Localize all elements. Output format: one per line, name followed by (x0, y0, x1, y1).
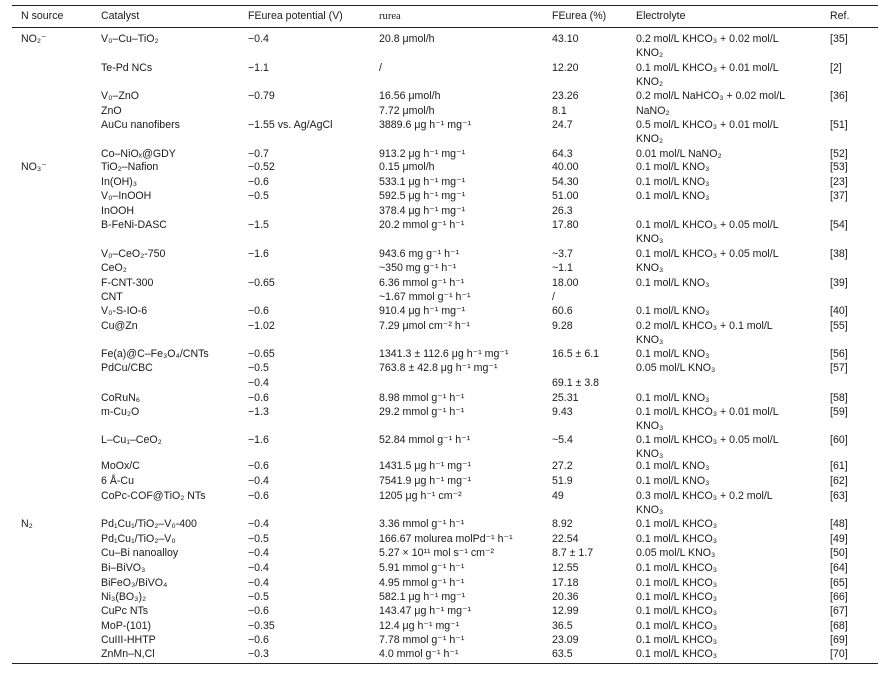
cell-electrolyte: 0.1 mol/L KHCO₃ + 0.01 mol/L (636, 406, 779, 418)
cell-fe: 8.92 (552, 518, 573, 530)
cell-potential: −0.65 (248, 277, 275, 289)
cell-fe: 17.80 (552, 219, 579, 231)
cell-potential: −0.79 (248, 90, 275, 102)
cell-rate: 763.8 ± 42.8 μg h⁻¹ mg⁻¹ (379, 362, 498, 374)
table-row (0, 219, 890, 232)
cell-electrolyte: 0.1 mol/L KHCO₃ (636, 562, 718, 574)
cell-ref: [39] (830, 277, 848, 289)
table-row (0, 277, 890, 290)
cell-potential: −1.1 (248, 62, 269, 74)
cell-rate: 910.4 μg h⁻¹ mg⁻¹ (379, 305, 466, 317)
cell-catalyst: V₀-S-IO-6 (101, 305, 148, 317)
cell-rate: 4.0 mmol g⁻¹ h⁻¹ (379, 648, 459, 660)
cell-ref: [61] (830, 460, 848, 472)
bottom-rule (12, 663, 878, 664)
table-row (0, 634, 890, 647)
cell-catalyst: V₀–InOOH (101, 190, 152, 202)
cell-electrolyte: KNO₃ (636, 262, 664, 274)
table-row (0, 620, 890, 633)
cell-rate: 52.84 mmol g⁻¹ h⁻¹ (379, 434, 471, 446)
cell-catalyst: Bi–BiVO₃ (101, 562, 146, 574)
cell-electrolyte: 0.1 mol/L KHCO₃ (636, 533, 718, 545)
cell-potential: −0.4 (248, 577, 269, 589)
cell-rate: 1431.5 μg h⁻¹ mg⁻¹ (379, 460, 472, 472)
table-row (0, 320, 890, 333)
cell-ref: [64] (830, 562, 848, 574)
cell-fe: 16.5 ± 6.1 (552, 348, 600, 360)
cell-rate: 582.1 μg h⁻¹ mg⁻¹ (379, 591, 466, 603)
cell-fe: 49 (552, 490, 564, 502)
table-row (0, 577, 890, 590)
cell-catalyst: B-FeNi-DASC (101, 219, 167, 231)
cell-electrolyte-continued: KNO₃ (636, 334, 664, 346)
cell-fe: 18.00 (552, 277, 579, 289)
cell-rate: 5.91 mmol g⁻¹ h⁻¹ (379, 562, 465, 574)
cell-potential: −0.4 (248, 562, 269, 574)
cell-rate: 378.4 μg h⁻¹ mg⁻¹ (379, 205, 466, 217)
cell-rate: 166.67 molurea molPd⁻¹ h⁻¹ (379, 533, 513, 545)
cell-electrolyte: 0.05 mol/L KNO₃ (636, 547, 716, 559)
cell-potential: −0.7 (248, 148, 269, 160)
cell-potential: −0.5 (248, 362, 269, 374)
cell-catalyst: F-CNT-300 (101, 277, 154, 289)
cell-ref: [36] (830, 90, 848, 102)
cell-rate: 0.15 μmol/h (379, 161, 435, 173)
cell-potential: −0.4 (248, 518, 269, 530)
cell-electrolyte: 0.1 mol/L KHCO₃ (636, 518, 718, 530)
cell-ref: [48] (830, 518, 848, 530)
header-rule (12, 27, 878, 28)
cell-fe: 27.2 (552, 460, 573, 472)
cell-ref: [60] (830, 434, 848, 446)
cell-rate: 6.36 mmol g⁻¹ h⁻¹ (379, 277, 465, 289)
cell-electrolyte: 0.1 mol/L KNO₃ (636, 161, 710, 173)
cell-rate: 8.98 mmol g⁻¹ h⁻¹ (379, 392, 465, 404)
cell-electrolyte: 0.2 mol/L KHCO₃ + 0.1 mol/L (636, 320, 773, 332)
cell-rate: 143.47 μg h⁻¹ mg⁻¹ (379, 605, 472, 617)
cell-fe: 51.00 (552, 190, 579, 202)
cell-ref: [53] (830, 161, 848, 173)
cell-potential: −0.6 (248, 634, 269, 646)
cell-catalyst: CoRuN₆ (101, 392, 141, 404)
cell-catalyst: TiO₂–Nafion (101, 161, 159, 173)
cell-fe: 26.3 (552, 205, 573, 217)
cell-catalyst: Pd₁Cu₁/TiO₂–V₀ (101, 533, 176, 545)
cell-catalyst: m-Cu₂O (101, 406, 140, 418)
header-n-source: N source (21, 10, 64, 22)
cell-potential: −0.4 (248, 377, 269, 389)
cell-catalyst: V₀–CeO₂-750 (101, 248, 166, 260)
cell-potential: −1.6 (248, 248, 269, 260)
cell-potential: −1.5 (248, 219, 269, 231)
cell-catalyst: InOOH (101, 205, 134, 217)
cell-ref: [23] (830, 176, 848, 188)
table-row (0, 547, 890, 560)
cell-potential: −0.52 (248, 161, 275, 173)
top-rule (12, 5, 878, 6)
cell-fe: 12.55 (552, 562, 579, 574)
cell-fe: 20.36 (552, 591, 579, 603)
table-row (0, 105, 890, 118)
table-row (0, 362, 890, 375)
table-row (0, 490, 890, 503)
table-row (0, 262, 890, 275)
cell-electrolyte: 0.2 mol/L KHCO₃ + 0.02 mol/L (636, 33, 779, 45)
cell-electrolyte: 0.1 mol/L KNO₃ (636, 475, 710, 487)
table-row (0, 377, 890, 390)
cell-potential: −0.6 (248, 460, 269, 472)
cell-potential: −0.4 (248, 547, 269, 559)
cell-ref: [38] (830, 248, 848, 260)
cell-fe: 63.5 (552, 648, 573, 660)
cell-ref: [49] (830, 533, 848, 545)
header-catalyst: Catalyst (101, 10, 140, 22)
cell-catalyst: BiFeO₃/BiVO₄ (101, 577, 168, 589)
cell-ref: [66] (830, 591, 848, 603)
cell-electrolyte: 0.1 mol/L KHCO₃ (636, 620, 718, 632)
cell-electrolyte: 0.3 mol/L KHCO₃ + 0.2 mol/L (636, 490, 773, 502)
cell-catalyst: Ni₃(BO₃)₂ (101, 591, 147, 603)
cell-fe: 8.7 ± 1.7 (552, 547, 594, 559)
cell-fe: 24.7 (552, 119, 573, 131)
cell-catalyst: Co–NiOₓ@GDY (101, 148, 176, 160)
cell-electrolyte: 0.1 mol/L KHCO₃ + 0.05 mol/L (636, 434, 779, 446)
cell-fe: 8.1 (552, 105, 567, 117)
cell-n-source: N₂ (21, 518, 33, 530)
cell-potential: −0.6 (248, 392, 269, 404)
header-potential: FEurea potential (V) (248, 10, 343, 22)
cell-electrolyte: 0.1 mol/L KNO₃ (636, 460, 710, 472)
cell-catalyst: MoOx/C (101, 460, 140, 472)
table-row (0, 591, 890, 604)
cell-catalyst: CoPc-COF@TiO₂ NTs (101, 490, 206, 502)
cell-electrolyte: 0.5 mol/L KHCO₃ + 0.01 mol/L (636, 119, 779, 131)
cell-fe: 43.10 (552, 33, 579, 45)
cell-rate: 12.4 μg h⁻¹ mg⁻¹ (379, 620, 460, 632)
cell-potential: −0.5 (248, 591, 269, 603)
cell-rate: 913.2 μg h⁻¹ mg⁻¹ (379, 148, 466, 160)
cell-fe: 69.1 ± 3.8 (552, 377, 600, 389)
cell-ref: [55] (830, 320, 848, 332)
cell-electrolyte: 0.1 mol/L KHCO₃ (636, 591, 718, 603)
cell-potential: −0.6 (248, 176, 269, 188)
cell-rate: 5.27 × 10¹¹ mol s⁻¹ cm⁻² (379, 547, 495, 559)
cell-electrolyte: 0.1 mol/L KHCO₃ (636, 634, 718, 646)
table-row (0, 291, 890, 304)
cell-fe: 64.3 (552, 148, 573, 160)
cell-potential: −0.6 (248, 490, 269, 502)
cell-electrolyte-continued: KNO₃ (636, 420, 664, 432)
cell-potential: −1.02 (248, 320, 275, 332)
cell-rate: 943.6 mg g⁻¹ h⁻¹ (379, 248, 460, 260)
table-row (0, 119, 890, 132)
cell-fe: 36.5 (552, 620, 573, 632)
cell-rate: 533.1 μg h⁻¹ mg⁻¹ (379, 176, 466, 188)
cell-potential: −0.65 (248, 348, 275, 360)
cell-catalyst: CuPc NTs (101, 605, 149, 617)
cell-ref: [54] (830, 219, 848, 231)
cell-fe: 40.00 (552, 161, 579, 173)
cell-catalyst: CeO₂ (101, 262, 127, 274)
cell-electrolyte: 0.1 mol/L KNO₃ (636, 305, 710, 317)
table-row (0, 533, 890, 546)
cell-potential: −0.4 (248, 33, 269, 45)
cell-ref: [37] (830, 190, 848, 202)
cell-electrolyte: 0.1 mol/L KHCO₃ (636, 648, 718, 660)
cell-catalyst: ZnO (101, 105, 122, 117)
cell-electrolyte: 0.2 mol/L NaHCO₃ + 0.02 mol/L (636, 90, 786, 102)
table-row (0, 434, 890, 447)
cell-ref: [50] (830, 547, 848, 559)
cell-electrolyte-continued: KNO₂ (636, 47, 664, 59)
table-row (0, 406, 890, 419)
table-row (0, 562, 890, 575)
cell-catalyst: Te-Pd NCs (101, 62, 153, 74)
cell-electrolyte: 0.1 mol/L KHCO₃ + 0.01 mol/L (636, 62, 779, 74)
cell-potential: −0.6 (248, 605, 269, 617)
cell-ref: [68] (830, 620, 848, 632)
cell-fe: ~1.1 (552, 262, 573, 274)
cell-n-source: NO₂⁻ (21, 33, 47, 45)
cell-fe: 12.99 (552, 605, 579, 617)
cell-catalyst: V₀–ZnO (101, 90, 139, 102)
cell-rate: 592.5 μg h⁻¹ mg⁻¹ (379, 190, 466, 202)
cell-fe: 12.20 (552, 62, 579, 74)
cell-ref: [70] (830, 648, 848, 660)
table-row (0, 475, 890, 488)
cell-rate: 7.72 μmol/h (379, 105, 435, 117)
cell-electrolyte: 0.1 mol/L KNO₃ (636, 348, 710, 360)
cell-rate: 1341.3 ± 112.6 μg h⁻¹ mg⁻¹ (379, 348, 509, 360)
cell-potential: −1.6 (248, 434, 269, 446)
cell-fe: 22.54 (552, 533, 579, 545)
cell-fe: 54.30 (552, 176, 579, 188)
cell-ref: [51] (830, 119, 848, 131)
cell-potential: −0.3 (248, 648, 269, 660)
cell-rate: 4.95 mmol g⁻¹ h⁻¹ (379, 577, 465, 589)
cell-fe: / (552, 291, 555, 303)
cell-electrolyte-continued: KNO₃ (636, 233, 664, 245)
cell-catalyst: CNT (101, 291, 123, 303)
table-row (0, 190, 890, 203)
cell-potential: −0.5 (248, 190, 269, 202)
cell-ref: [69] (830, 634, 848, 646)
cell-potential: −1.3 (248, 406, 269, 418)
cell-electrolyte-continued: KNO₂ (636, 76, 664, 88)
cell-electrolyte: 0.1 mol/L KHCO₃ + 0.05 mol/L (636, 219, 779, 231)
cell-ref: [65] (830, 577, 848, 589)
table-row (0, 248, 890, 261)
cell-fe: 9.43 (552, 406, 573, 418)
cell-catalyst: Fe(a)@C–Fe₃O₄/CNTs (101, 348, 209, 360)
table-row (0, 161, 890, 174)
cell-rate: 7.29 μmol cm⁻² h⁻¹ (379, 320, 470, 332)
table-row (0, 305, 890, 318)
table-row (0, 460, 890, 473)
cell-electrolyte-continued: KNO₂ (636, 133, 664, 145)
table-row (0, 33, 890, 46)
table-row (0, 392, 890, 405)
cell-rate: 7.78 mmol g⁻¹ h⁻¹ (379, 634, 465, 646)
table-row (0, 518, 890, 531)
table-row (0, 605, 890, 618)
cell-ref: [56] (830, 348, 848, 360)
cell-catalyst: AuCu nanofibers (101, 119, 180, 131)
cell-potential: −1.55 vs. Ag/AgCl (248, 119, 333, 131)
table-row (0, 176, 890, 189)
cell-rate: 1205 μg h⁻¹ cm⁻² (379, 490, 462, 502)
cell-electrolyte-continued: KNO₃ (636, 504, 664, 516)
cell-electrolyte: 0.05 mol/L KNO₃ (636, 362, 716, 374)
cell-rate: 7541.9 μg h⁻¹ mg⁻¹ (379, 475, 472, 487)
cell-rate: 29.2 mmol g⁻¹ h⁻¹ (379, 406, 465, 418)
cell-catalyst: Cu@Zn (101, 320, 138, 332)
header-ref: Ref. (830, 10, 850, 22)
cell-n-source: NO₃⁻ (21, 161, 47, 173)
cell-ref: [63] (830, 490, 848, 502)
cell-fe: 60.6 (552, 305, 573, 317)
cell-rate: ~350 mg g⁻¹ h⁻¹ (379, 262, 457, 274)
cell-catalyst: MoP-(101) (101, 620, 152, 632)
cell-fe: 9.28 (552, 320, 573, 332)
cell-catalyst: In(OH)₃ (101, 176, 138, 188)
table-row (0, 62, 890, 75)
table-header (0, 10, 890, 23)
table-row (0, 648, 890, 661)
cell-ref: [40] (830, 305, 848, 317)
cell-rate: 3889.6 μg h⁻¹ mg⁻¹ (379, 119, 472, 131)
cell-catalyst: Cu–Bi nanoalloy (101, 547, 179, 559)
cell-ref: [59] (830, 406, 848, 418)
cell-fe: 17.18 (552, 577, 579, 589)
cell-electrolyte: 0.1 mol/L KNO₃ (636, 392, 710, 404)
cell-ref: [2] (830, 62, 842, 74)
cell-rate: 3.36 mmol g⁻¹ h⁻¹ (379, 518, 465, 530)
cell-potential: −0.4 (248, 475, 269, 487)
header-fe: FEurea (%) (552, 10, 607, 22)
cell-electrolyte: 0.1 mol/L KHCO₃ (636, 605, 718, 617)
cell-electrolyte: 0.1 mol/L KHCO₃ + 0.05 mol/L (636, 248, 779, 260)
header-electrolyte: Electrolyte (636, 10, 686, 22)
cell-ref: [57] (830, 362, 848, 374)
cell-catalyst: PdCu/CBC (101, 362, 153, 374)
cell-catalyst: ZnMn–N,Cl (101, 648, 155, 660)
cell-electrolyte: 0.01 mol/L NaNO₂ (636, 148, 722, 160)
cell-catalyst: L–Cu₁–CeO₂ (101, 434, 162, 446)
cell-potential: −0.35 (248, 620, 275, 632)
cell-electrolyte: NaNO₂ (636, 105, 670, 117)
cell-catalyst: 6 Å-Cu (101, 475, 134, 487)
cell-electrolyte: 0.1 mol/L KNO₃ (636, 277, 710, 289)
cell-rate: ~1.67 mmol g⁻¹ h⁻¹ (379, 291, 471, 303)
cell-potential: −0.5 (248, 533, 269, 545)
cell-rate: 16.56 μmol/h (379, 90, 441, 102)
cell-ref: [58] (830, 392, 848, 404)
cell-catalyst: CuIII-HHTP (101, 634, 156, 646)
cell-fe: ~5.4 (552, 434, 573, 446)
cell-electrolyte: 0.1 mol/L KNO₃ (636, 190, 710, 202)
cell-ref: [35] (830, 33, 848, 45)
cell-rate: 20.8 μmol/h (379, 33, 435, 45)
cell-electrolyte-continued: KNO₃ (636, 448, 664, 460)
cell-electrolyte: 0.1 mol/L KNO₃ (636, 176, 710, 188)
table-row (0, 90, 890, 103)
table-row (0, 148, 890, 161)
cell-rate: 20.2 mmol g⁻¹ h⁻¹ (379, 219, 465, 231)
cell-electrolyte: 0.1 mol/L KHCO₃ (636, 577, 718, 589)
cell-ref: [62] (830, 475, 848, 487)
table-row (0, 348, 890, 361)
cell-catalyst: Pd₁Cu₁/TiO₂–V₀-400 (101, 518, 197, 530)
table-row (0, 205, 890, 218)
cell-potential: −0.6 (248, 305, 269, 317)
cell-ref: [67] (830, 605, 848, 617)
cell-catalyst: V₀–Cu–TiO₂ (101, 33, 159, 45)
cell-rate: / (379, 62, 382, 74)
cell-fe: 23.26 (552, 90, 579, 102)
cell-fe: ~3.7 (552, 248, 573, 260)
cell-fe: 25.31 (552, 392, 579, 404)
cell-ref: [52] (830, 148, 848, 160)
header-rate: rurea (379, 11, 401, 22)
cell-fe: 23.09 (552, 634, 579, 646)
cell-fe: 51.9 (552, 475, 573, 487)
